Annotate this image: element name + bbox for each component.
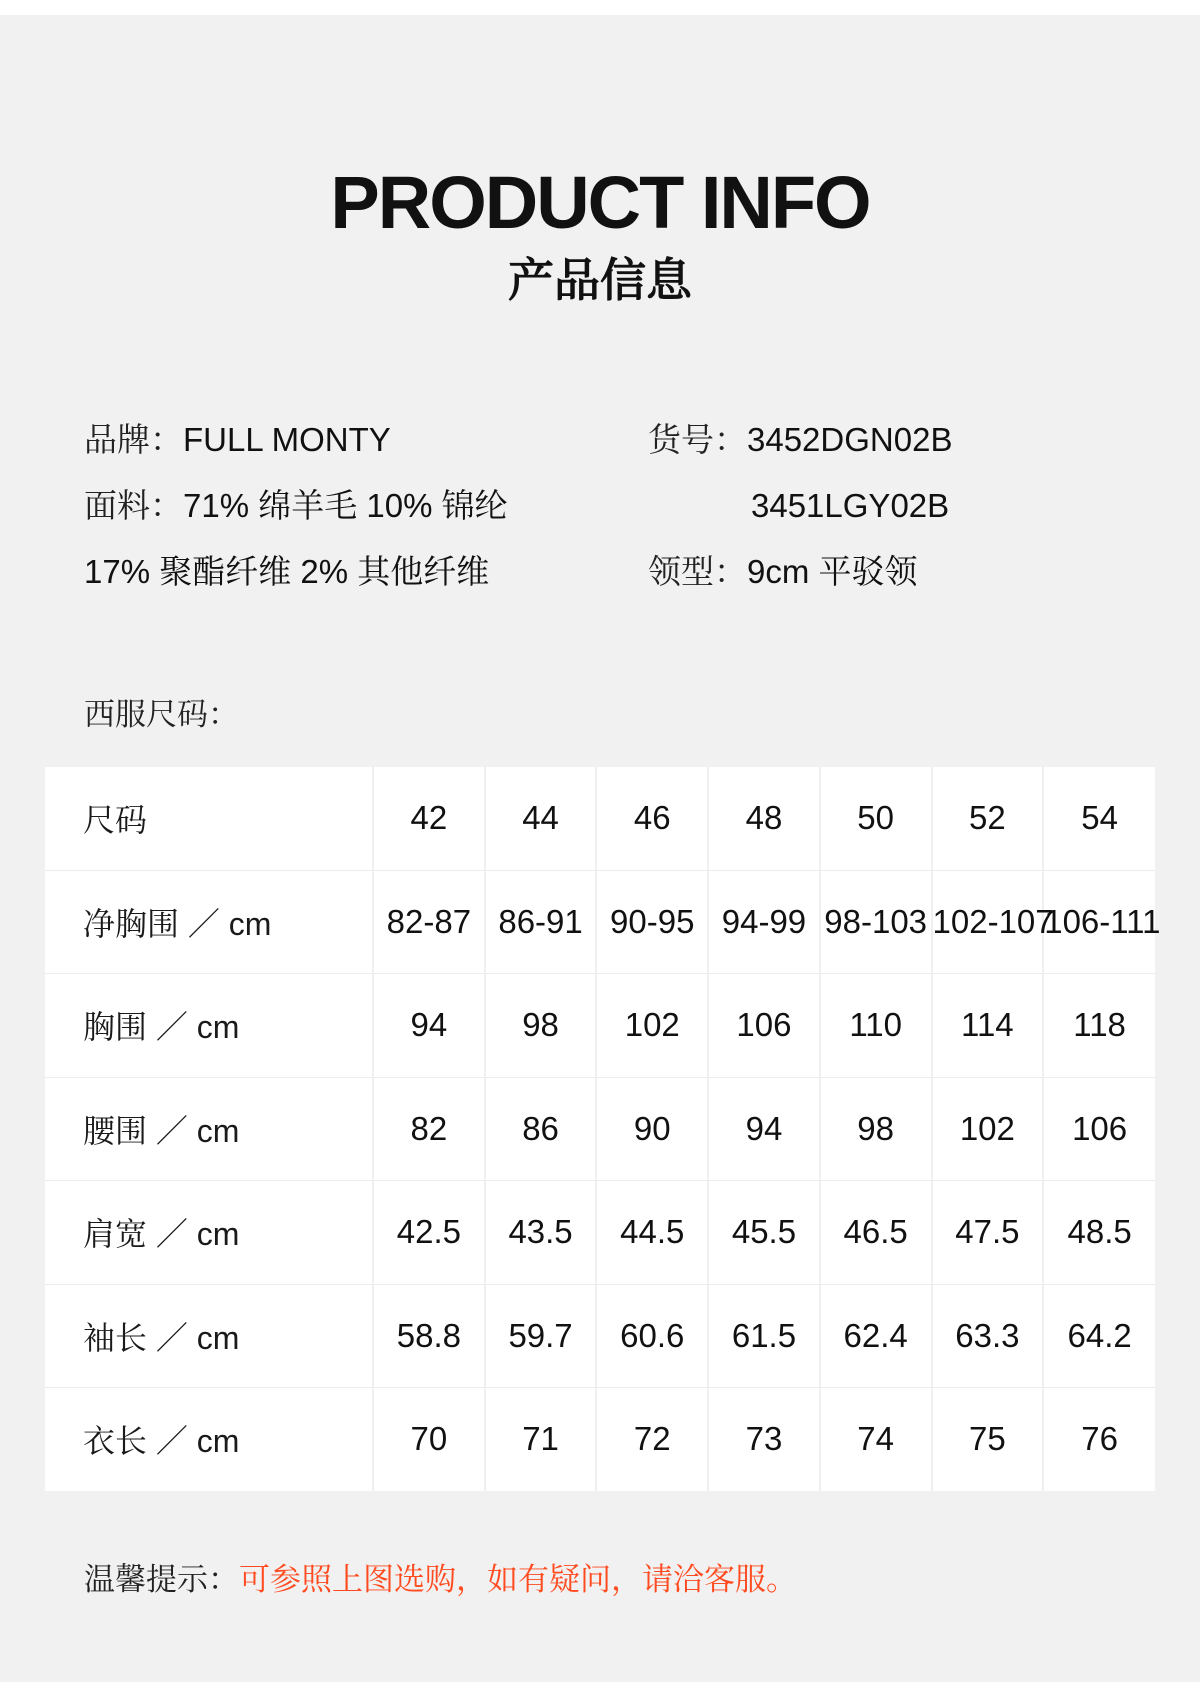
product-info-page [0, 15, 1200, 1682]
row-header: 腰围 ／ cm [45, 1077, 373, 1181]
table-cell: 86 [485, 1077, 597, 1181]
size-section-label: 西服尺码： [84, 697, 239, 732]
table-cell: 46.5 [820, 1181, 932, 1285]
table-cell: 44.5 [596, 1181, 708, 1285]
sku-line [648, 420, 952, 460]
table-cell: 43.5 [485, 1181, 597, 1285]
sku-value-1: 3452DGN02B [747, 421, 953, 458]
table-row-size [45, 767, 1155, 870]
table-cell: 63.3 [932, 1284, 1044, 1388]
table-cell: 72 [596, 1388, 708, 1491]
table-cell: 94-99 [708, 870, 820, 974]
table-cell: 59.7 [485, 1284, 597, 1388]
size-cell: 48 [708, 767, 820, 870]
size-cell: 52 [932, 767, 1044, 870]
row-header: 胸围 ／ cm [45, 974, 373, 1078]
table-cell: 74 [820, 1388, 932, 1491]
collar-value: 9cm 平驳领 [747, 553, 918, 590]
table-cell: 102-107 [932, 870, 1044, 974]
table-row [45, 1388, 1155, 1491]
table-cell: 82 [373, 1077, 485, 1181]
table-cell: 58.8 [373, 1284, 485, 1388]
table-row [45, 974, 1155, 1078]
table-cell: 94 [373, 974, 485, 1078]
sku-value-2: 3451LGY02B [751, 487, 950, 524]
row-header: 袖长 ／ cm [45, 1284, 373, 1388]
table-cell: 102 [596, 974, 708, 1078]
table-cell: 48.5 [1043, 1181, 1155, 1285]
table-cell: 73 [708, 1388, 820, 1491]
table-row [45, 1077, 1155, 1181]
table-row [45, 1181, 1155, 1285]
table-cell: 110 [820, 974, 932, 1078]
table-cell: 106 [708, 974, 820, 1078]
row-header: 衣长 ／ cm [83, 1423, 240, 1460]
table-cell: 90-95 [596, 870, 708, 974]
sku-line-2 [751, 486, 949, 526]
material-label: 面料： [84, 487, 183, 524]
page-title-en: PRODUCT INFO [330, 161, 870, 244]
size-cell: 42 [373, 767, 485, 870]
table-cell: 61.5 [708, 1284, 820, 1388]
table-cell: 98-103 [820, 870, 932, 974]
table-cell: 75 [932, 1388, 1044, 1491]
material-line-2 [84, 552, 489, 592]
table-cell: 114 [932, 974, 1044, 1078]
page-title-zh: 产品信息 [508, 254, 692, 306]
table-cell: 90 [596, 1077, 708, 1181]
table-cell: 45.5 [708, 1181, 820, 1285]
size-cell: 54 [1043, 767, 1155, 870]
tips-message: 可参照上图选购，如有疑问，请洽客服。 [239, 1562, 797, 1597]
table-cell: 98 [820, 1077, 932, 1181]
tips-label: 温馨提示： [84, 1562, 239, 1597]
size-cell: 50 [820, 767, 932, 870]
size-table [45, 767, 1161, 1491]
table-cell: 76 [1043, 1388, 1155, 1491]
size-cell: 46 [596, 767, 708, 870]
table-cell: 47.5 [932, 1181, 1044, 1285]
table-cell: 106 [1043, 1077, 1155, 1181]
table-cell: 82-87 [373, 870, 485, 974]
table-cell: 70 [373, 1388, 485, 1491]
table-cell: 62.4 [820, 1284, 932, 1388]
table-cell: 118 [1043, 974, 1155, 1078]
row-header: 尺码 [45, 767, 373, 870]
table-row [45, 1284, 1155, 1388]
collar-line [648, 552, 918, 592]
size-cell: 44 [485, 767, 597, 870]
table-cell: 71 [485, 1388, 597, 1491]
table-cell: 102 [932, 1077, 1044, 1181]
material-value-1: 71% 绵羊毛 10% 锦纶 [183, 487, 508, 524]
table-cell: 94 [708, 1077, 820, 1181]
table-cell: 106-111 [1043, 870, 1155, 974]
row-header: 净胸围 ／ cm [45, 870, 373, 974]
sku-label: 货号： [648, 421, 747, 458]
collar-label: 领型： [648, 553, 747, 590]
brand-label: 品牌： [84, 421, 183, 458]
tips-line [84, 1560, 797, 1600]
material-value-2: 17% 聚酯纤维 2% 其他纤维 [84, 553, 490, 590]
table-cell: 98 [485, 974, 597, 1078]
table-cell: 42.5 [373, 1181, 485, 1285]
table-row [45, 870, 1155, 974]
row-header: 肩宽 ／ cm [45, 1181, 373, 1285]
material-line [84, 486, 508, 526]
table-cell: 86-91 [485, 870, 597, 974]
brand-line [84, 420, 391, 460]
table-cell: 64.2 [1043, 1284, 1155, 1388]
table-cell: 60.6 [596, 1284, 708, 1388]
brand-value: FULL MONTY [183, 421, 391, 458]
